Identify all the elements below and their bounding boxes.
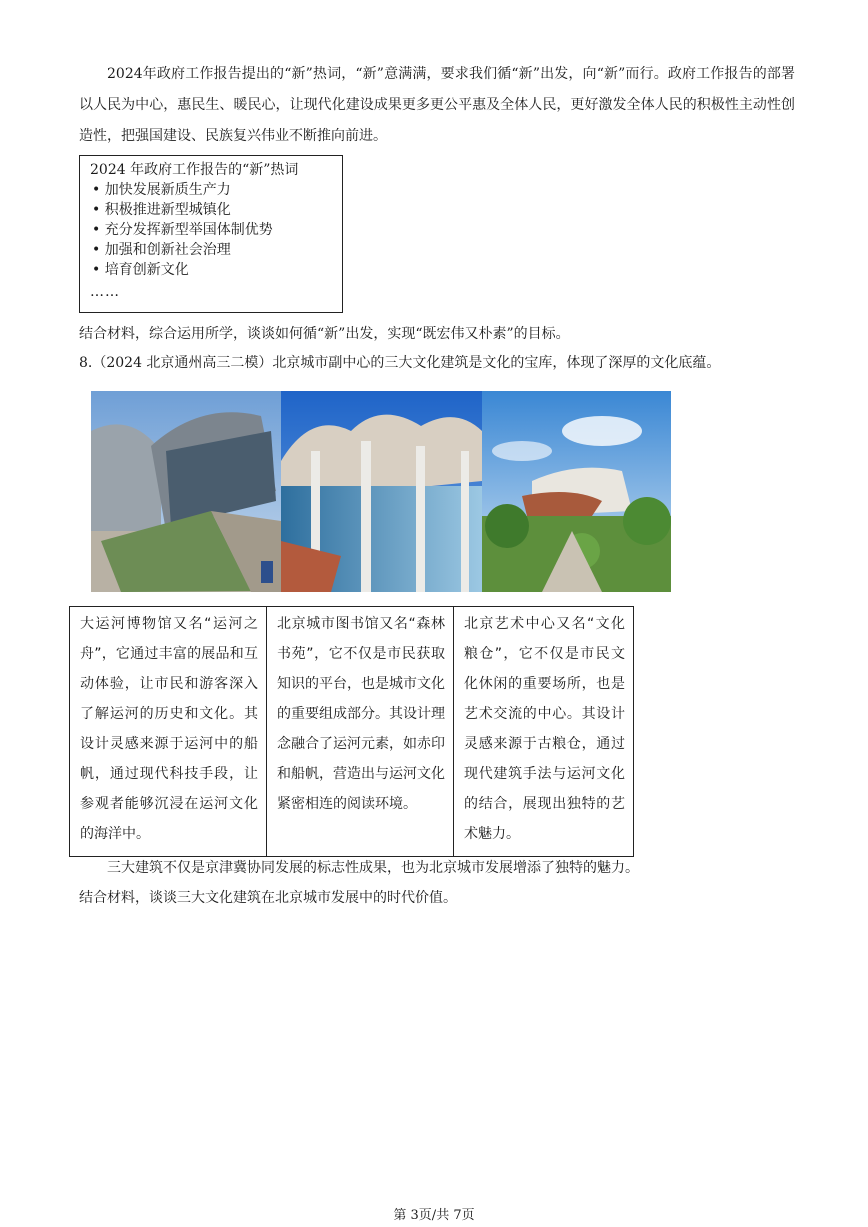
canal-museum-photo [91,391,281,592]
city-library-description: 北京城市图书馆又名“森林书苑”，它不仅是市民获取知识的平台，也是城市文化的重要组成部分。其设计理念融合了运河元素，如赤印和船帆，营造出与运河文化紧密相连的阅读环境。 [267,607,454,857]
table-row [70,607,634,857]
canal-museum-description: 大运河博物馆又名“运河之舟”，它通过丰富的展品和互动体验，让市民和游客深入了解运河的历史和文化。其设计灵感来源于运河中的船帆，通过现代科技手段，让参观者能够沉浸在运河文化的海洋中。 [70,607,267,857]
hotword-item: • 积极推进新型城镇化 [92,202,231,218]
city-library-photo [281,391,482,592]
hotword-item: • 培育创新文化 [92,262,189,278]
question8-question: 结合材料，谈谈三大文化建筑在北京城市发展中的时代价值。 [79,890,457,906]
question7-text: 结合材料，综合运用所学，谈谈如何循“新”出发，实现“既宏伟又朴素”的目标。 [79,326,570,342]
question8-header: 8.（2024 北京通州高三二模）北京城市副中心的三大文化建筑是文化的宝库，体现了深厚的文化底蕴。 [79,355,721,371]
hotwords-box [79,155,343,313]
building-photos [91,391,671,592]
intro-paragraph: 2024年政府工作报告提出的“新”热词，“新”意满满，要求我们循“新”出发，向“新”而行。政府工作报告的部署以人民为中心，惠民生、暖民心，让现代化建设成果更多更公平惠及全体人民，更好激发全体人民的积极性主动性创造性，把强国建设、民族复兴伟业不断推向前进。 [79,66,795,144]
question8-note: 三大建筑不仅是京津冀协同发展的标志性成果，也为北京城市发展增添了独特的魅力。 [107,860,639,876]
art-center-photo [482,391,671,592]
hotword-item: • 充分发挥新型举国体制优势 [92,222,273,238]
buildings-table [69,606,634,857]
art-center-description: 北京艺术中心又名“文化粮仓”，它不仅是市民文化休闲的重要场所，也是艺术交流的中心。其设计灵感来源于古粮仓，通过现代建筑手法与运河文化的结合，展现出独特的艺术魅力。 [454,607,634,857]
hotwords-title: 2024 年政府工作报告的“新”热词 [90,162,299,178]
page-number: 第 3页/共 7页 [393,1208,475,1223]
hotword-item: • 加强和创新社会治理 [92,242,231,258]
hotword-item: • 加快发展新质生产力 [92,182,231,198]
hotwords-ellipsis: …… [90,284,120,300]
